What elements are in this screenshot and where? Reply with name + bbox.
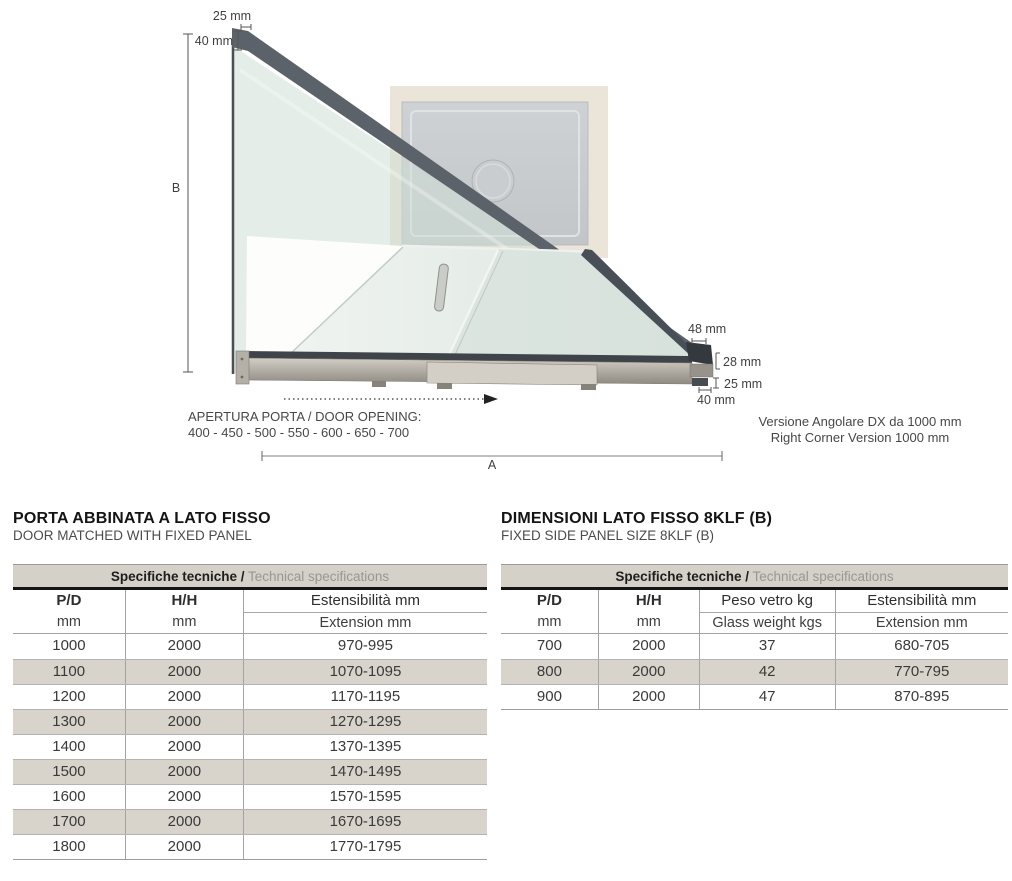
version-line-it: Versione Angolare DX da 1000 mm bbox=[758, 414, 962, 429]
table-cell: 1000 bbox=[52, 637, 86, 654]
table-cell: 970-995 bbox=[243, 634, 487, 659]
table-cell: 2000 bbox=[125, 685, 243, 709]
table-cell: 1070-1095 bbox=[243, 660, 487, 684]
table-cell: 2000 bbox=[125, 634, 243, 659]
table-cell: 47 bbox=[699, 685, 835, 709]
table-row bbox=[13, 734, 487, 759]
table-row bbox=[501, 659, 1008, 684]
table-row bbox=[501, 684, 1008, 709]
column-header-primary: Estensibilità mm bbox=[244, 590, 487, 613]
band-label-it: Specifiche tecniche / bbox=[615, 569, 749, 584]
column-header bbox=[13, 590, 125, 633]
version-line-en: Right Corner Version 1000 mm bbox=[770, 429, 950, 445]
door-opening-arrow bbox=[284, 394, 498, 404]
table-cell: 700 bbox=[536, 637, 562, 654]
column-header-primary: P/D bbox=[56, 592, 82, 609]
section-subtitle: DOOR MATCHED WITH FIXED PANEL bbox=[13, 528, 252, 543]
table-cell: 2000 bbox=[125, 710, 243, 734]
table-cell: 2000 bbox=[598, 660, 699, 684]
track-end-cap bbox=[236, 351, 249, 384]
dim-label-48: 48 mm bbox=[688, 322, 727, 336]
door-opening-note bbox=[188, 409, 421, 440]
table-cell: 2000 bbox=[125, 835, 243, 859]
section-title: PORTA ABBINATA A LATO FISSO bbox=[13, 510, 271, 527]
section-title: DIMENSIONI LATO FISSO 8KLF (B) bbox=[501, 510, 773, 527]
column-header-secondary: mm bbox=[56, 614, 82, 630]
band-label-en: Technical specifications bbox=[752, 569, 894, 584]
table-cell: 1470-1495 bbox=[243, 760, 487, 784]
table-cell: 800 bbox=[536, 663, 562, 680]
column-header bbox=[501, 590, 598, 633]
door-opening-title: APERTURA PORTA / DOOR OPENING: bbox=[188, 409, 422, 424]
table-row bbox=[13, 659, 487, 684]
table-cell: 1600 bbox=[52, 788, 86, 805]
spec-table-door bbox=[13, 590, 487, 860]
corner-version-note bbox=[742, 414, 978, 445]
table-cell: 2000 bbox=[598, 634, 699, 659]
column-header-primary: Peso vetro kg bbox=[700, 590, 835, 613]
column-header-secondary: mm bbox=[172, 614, 197, 630]
dim-label-b: B bbox=[171, 181, 181, 195]
table-cell: 2000 bbox=[125, 785, 243, 809]
band-label-it: Specifiche tecniche / bbox=[110, 569, 245, 584]
table-header bbox=[501, 590, 1008, 634]
table-row bbox=[13, 834, 487, 859]
dim-label-40-top: 40 mm bbox=[194, 34, 233, 48]
dim-label-a: A bbox=[487, 458, 497, 472]
column-header-secondary: mm bbox=[636, 614, 661, 630]
column-header-secondary: Extension mm bbox=[319, 615, 412, 631]
table-cell: 2000 bbox=[125, 810, 243, 834]
table-cell: 1400 bbox=[52, 738, 86, 755]
table-band bbox=[501, 564, 1008, 590]
band-label-en: Technical specifications bbox=[248, 569, 390, 584]
fixed-side-panel-section bbox=[501, 510, 1008, 860]
table-row bbox=[13, 809, 487, 834]
column-header bbox=[598, 590, 699, 633]
table-cell: 680-705 bbox=[835, 634, 1008, 659]
table-cell: 1670-1695 bbox=[243, 810, 487, 834]
column-header bbox=[835, 590, 1008, 633]
dim-label-40-bottom: 40 mm bbox=[697, 393, 736, 407]
table-row bbox=[13, 684, 487, 709]
column-header-primary: H/H bbox=[171, 592, 198, 609]
table-cell: 1300 bbox=[52, 713, 86, 730]
tables-area bbox=[13, 510, 1008, 860]
table-cell: 1500 bbox=[52, 763, 86, 780]
table-row bbox=[501, 634, 1008, 659]
table-row bbox=[13, 709, 487, 734]
door-with-fixed-panel-section bbox=[13, 510, 487, 860]
column-header-primary: Estensibilità mm bbox=[836, 590, 1008, 613]
table-body bbox=[13, 634, 487, 859]
table-row bbox=[13, 634, 487, 659]
column-header-secondary: Extension mm bbox=[875, 615, 968, 631]
table-row bbox=[13, 784, 487, 809]
table-cell: 1200 bbox=[52, 688, 86, 705]
table-cell: 1170-1195 bbox=[243, 685, 487, 709]
door-slider-profile bbox=[427, 362, 597, 385]
spec-table-side-panel bbox=[501, 590, 1008, 710]
table-cell: 1570-1595 bbox=[243, 785, 487, 809]
table-cell: 1800 bbox=[52, 838, 86, 855]
section-subtitle: FIXED SIDE PANEL SIZE 8KLF (B) bbox=[501, 528, 715, 543]
column-header bbox=[243, 590, 487, 633]
column-header-primary: H/H bbox=[635, 592, 662, 609]
table-cell: 2000 bbox=[598, 685, 699, 709]
bottom-track bbox=[236, 351, 692, 390]
table-cell: 2000 bbox=[125, 760, 243, 784]
door-opening-values: 400 - 450 - 500 - 550 - 600 - 650 - 700 bbox=[188, 424, 410, 440]
dim-label-25-right: 25 mm bbox=[724, 377, 763, 391]
table-cell: 2000 bbox=[125, 735, 243, 759]
column-header bbox=[699, 590, 835, 633]
table-cell: 1370-1395 bbox=[243, 735, 487, 759]
table-cell: 42 bbox=[699, 660, 835, 684]
table-header bbox=[13, 590, 487, 634]
table-cell: 900 bbox=[536, 688, 562, 705]
column-header-secondary: mm bbox=[537, 614, 562, 630]
table-cell: 1270-1295 bbox=[243, 710, 487, 734]
table-cell: 770-795 bbox=[835, 660, 1008, 684]
dim-label-28: 28 mm bbox=[723, 355, 762, 369]
table-cell: 2000 bbox=[125, 660, 243, 684]
table-cell: 1100 bbox=[52, 663, 86, 680]
table-cell: 1770-1795 bbox=[243, 835, 487, 859]
table-cell: 870-895 bbox=[835, 685, 1008, 709]
column-header-primary: P/D bbox=[536, 592, 562, 609]
table-row bbox=[13, 759, 487, 784]
column-header bbox=[125, 590, 243, 633]
table-body bbox=[501, 634, 1008, 709]
table-band bbox=[13, 564, 487, 590]
table-cell: 37 bbox=[699, 634, 835, 659]
dim-label-25-top: 25 mm bbox=[212, 9, 252, 23]
table-cell: 1700 bbox=[52, 813, 86, 830]
column-header-secondary: Glass weight kgs bbox=[712, 615, 822, 631]
